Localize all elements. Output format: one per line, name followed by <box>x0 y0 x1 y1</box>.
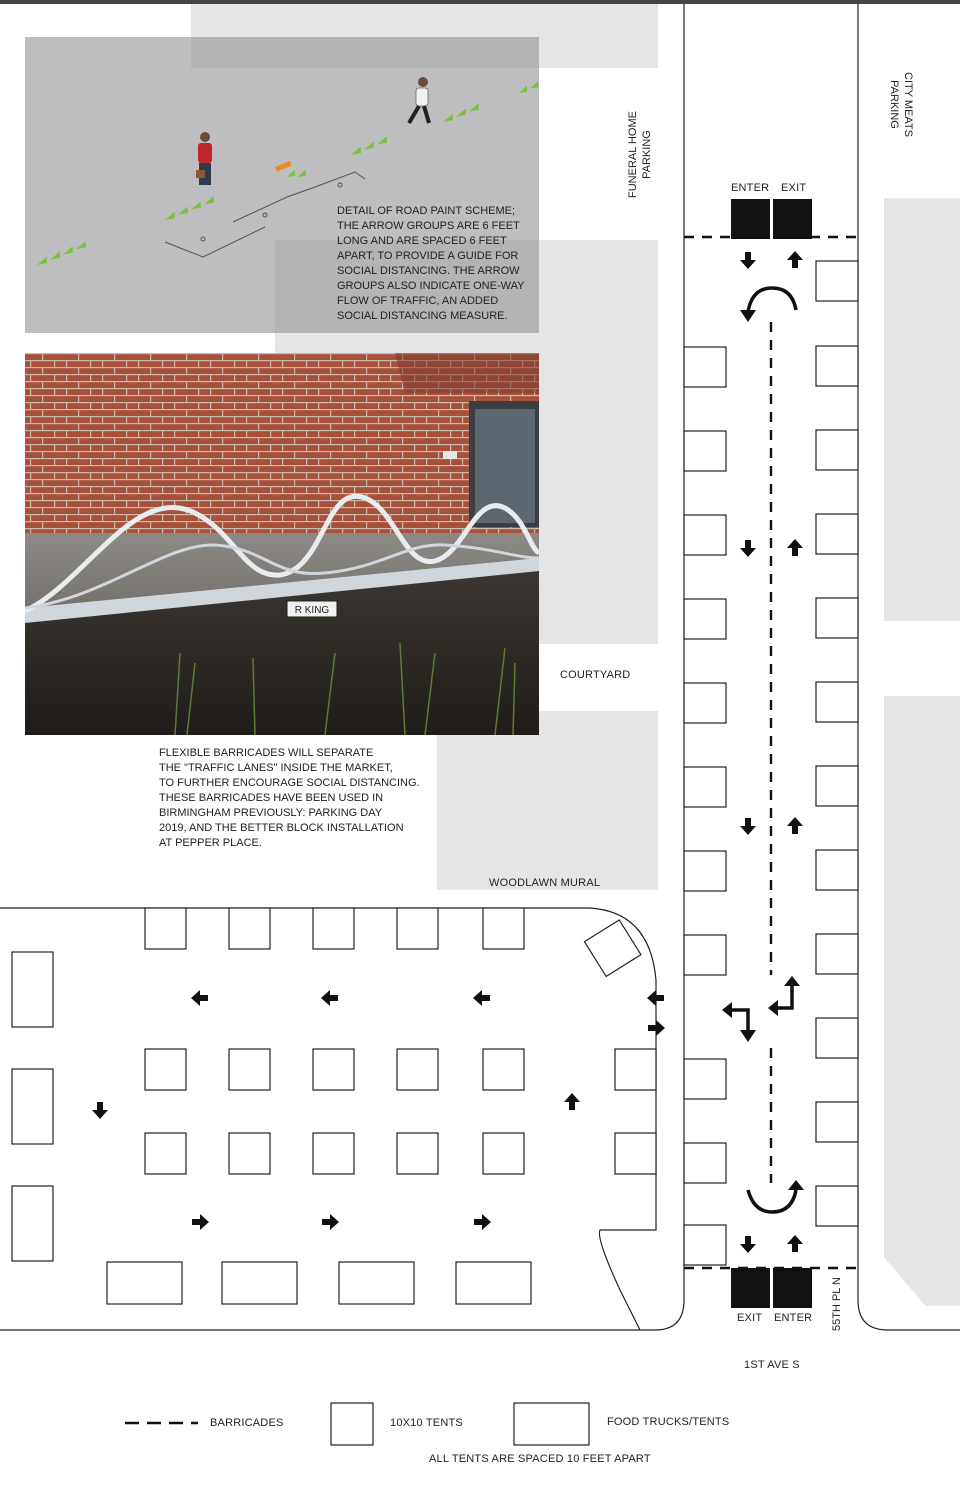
enter-gate-bottom <box>773 1268 812 1308</box>
legend-food-trucks-label: FOOD TRUCKS/TENTS <box>607 1416 730 1428</box>
barricade-note-line: BIRMINGHAM PREVIOUSLY: PARKING DAY <box>159 807 383 819</box>
paint-note-line: LONG AND ARE SPACED 6 FEET <box>337 235 507 247</box>
street-tents-left <box>684 347 726 1265</box>
funeral-home-label-line: FUNERAL HOME <box>627 111 639 198</box>
arrow-group-3 <box>286 166 308 183</box>
enter-top-label: ENTER <box>731 182 770 194</box>
turn-arrowheads <box>722 310 804 1190</box>
enter-gate-top <box>731 199 770 239</box>
barricade-note-line: THESE BARRICADES HAVE BEEN USED IN <box>159 792 384 804</box>
woodlawn-mural-label: WOODLAWN MURAL <box>489 877 601 889</box>
exit-bottom-label: EXIT <box>737 1312 763 1324</box>
arrow-group-1 <box>36 241 88 267</box>
photo-sign-text: R KING <box>294 605 330 616</box>
paint-note-line: APART, TO PROVIDE A GUIDE FOR <box>337 250 519 262</box>
barricade-note-line: AT PEPPER PLACE. <box>159 837 262 849</box>
arrow-group-5 <box>442 103 481 124</box>
paint-note-line: DETAIL OF ROAD PAINT SCHEME; <box>337 205 516 217</box>
paint-note <box>337 204 537 324</box>
lot-bottom-edge <box>0 1300 684 1330</box>
street-55th-label: 55TH PL N <box>831 1276 843 1331</box>
city-meats-parking-area <box>884 198 960 621</box>
legend-spacing-note: ALL TENTS ARE SPACED 10 FEET APART <box>429 1453 651 1465</box>
exit-top-label: EXIT <box>781 182 807 194</box>
arrow-group-2 <box>164 196 216 222</box>
pedestrian-figure-icon <box>196 132 212 185</box>
barricade-note-line: 2019, AND THE BETTER BLOCK INSTALLATION <box>159 822 404 834</box>
arrow-group-6 <box>518 81 539 95</box>
paint-note-line: THE ARROW GROUPS ARE 6 FEET <box>337 220 520 232</box>
paint-note-line: FLOW OF TRAFFIC, AN ADDED <box>337 295 499 307</box>
barricade-note-line: FLEXIBLE BARRICADES WILL SEPARATE <box>159 747 374 759</box>
legend-truck-box <box>514 1403 589 1445</box>
paint-note-line: SOCIAL DISTANCING MEASURE. <box>337 310 508 322</box>
legend-barricades-label: BARRICADES <box>210 1417 284 1429</box>
courtyard-label: COURTYARD <box>560 669 631 681</box>
food-trucks <box>12 952 531 1304</box>
exit-gate-top <box>773 199 812 239</box>
cone-icon <box>275 161 292 172</box>
arrow-group-4 <box>350 136 389 157</box>
city-meats-label-line: PARKING <box>888 80 900 129</box>
barricade-photo <box>25 353 539 735</box>
barricade-note-line: THE "TRAFFIC LANES" INSIDE THE MARKET, <box>159 762 393 774</box>
exit-gate-bottom <box>731 1268 770 1308</box>
barricade-note <box>159 746 449 851</box>
street-tents-right <box>816 261 858 1226</box>
mural-area <box>437 711 658 890</box>
city-meats-label-line: CITY MEATS <box>902 72 914 137</box>
paint-note-line: GROUPS ALSO INDICATE ONE-WAY <box>337 280 525 292</box>
dimension-lines <box>165 172 365 257</box>
turn-arrows <box>730 288 796 1212</box>
legend-graphics <box>125 1403 589 1445</box>
legend-tents-label: 10X10 TENTS <box>390 1417 463 1429</box>
legend-tent-box <box>331 1403 373 1445</box>
paint-note-line: SOCIAL DISTANCING. THE ARROW <box>337 265 520 277</box>
road-paint-detail <box>25 37 539 333</box>
plaza-outline <box>0 908 656 1330</box>
photo-illustration <box>25 353 539 735</box>
funeral-home-label <box>626 111 654 198</box>
plaza-tents <box>145 908 656 1174</box>
barricade-lines <box>684 237 858 1268</box>
lower-right-lot <box>884 696 960 1306</box>
barricade-note-line: TO FURTHER ENCOURAGE SOCIAL DISTANCING. <box>159 777 420 789</box>
walking-figure-icon <box>409 77 429 123</box>
city-meats-label <box>887 72 915 137</box>
funeral-home-label-line: PARKING <box>641 130 653 179</box>
enter-bottom-label: ENTER <box>774 1312 813 1324</box>
street-1st-label: 1ST AVE S <box>744 1359 800 1371</box>
